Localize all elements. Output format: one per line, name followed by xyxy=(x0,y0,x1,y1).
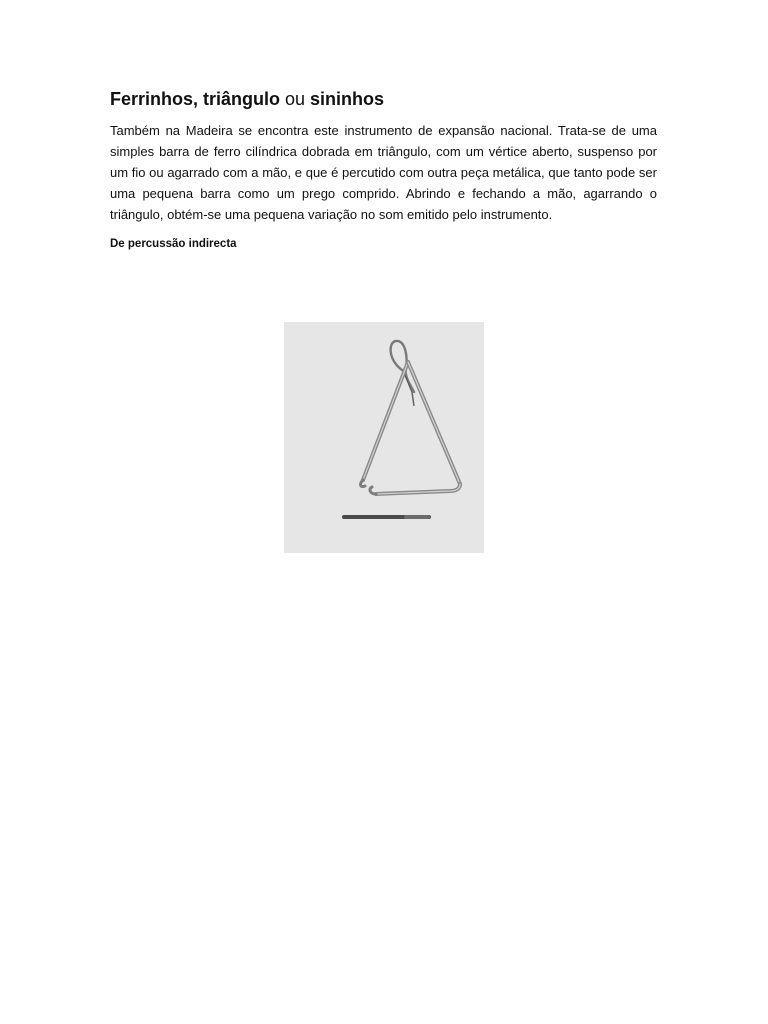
document-page xyxy=(110,86,657,253)
title-main: Ferrinhos, triângulo xyxy=(110,89,281,109)
subheading: De percussão indirecta xyxy=(110,238,237,250)
title-alt: sininhos xyxy=(310,89,385,109)
title-connector: ou xyxy=(280,89,311,109)
triangle-instrument-icon xyxy=(284,322,484,553)
triangle-photo xyxy=(284,322,484,553)
page-title xyxy=(110,86,657,112)
description-paragraph: Também na Madeira se encontra este instrumento de expansão nacional. Trata-se de uma simples barra de ferro cilíndrica dobrada em triângulo, com um vértice aberto, suspenso por um fio ou agarrado com a mão, e que é percutido com outra peça metálica, que tanto pode ser uma pequena barra como um prego comprido. Abrindo e fechando a mão, agarrando o triângulo, obtém-se uma pequena variação no som emitido pelo instrumento. xyxy=(110,123,657,222)
